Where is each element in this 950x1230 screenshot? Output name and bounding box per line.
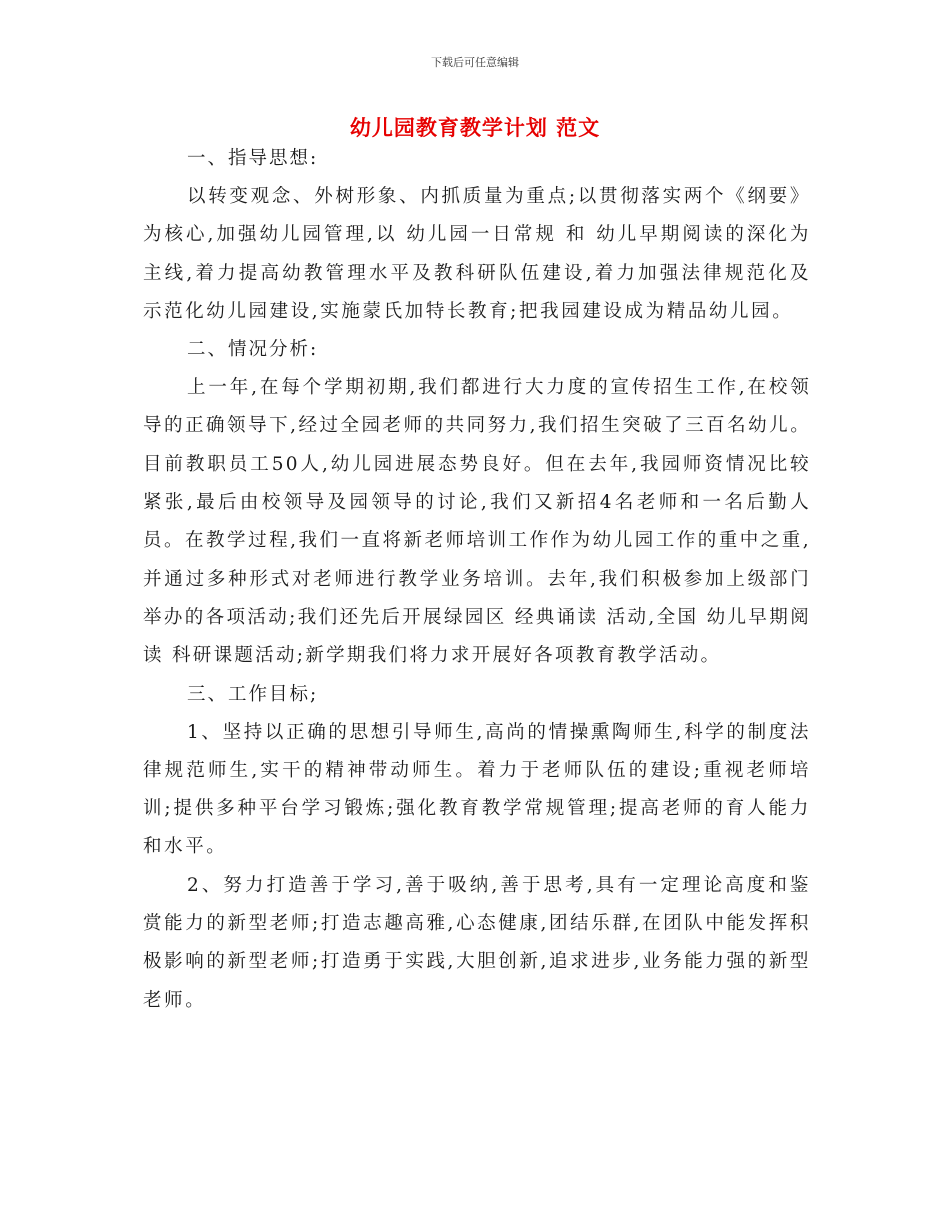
paragraph-work-goal-2: 2、努力打造善于学习,善于吸纳,善于思考,具有一定理论高度和鉴赏能力的新型老师;打造志趣高雅,心态健康,团结乐群,在团队中能发挥积极影响的新型老师;打造勇于实践,大胆创新,追求进步,业务能力强的新型老师。 bbox=[143, 874, 811, 1011]
document-body bbox=[143, 140, 811, 1020]
paragraph-work-goal-1: 1、坚持以正确的思想引导师生,高尚的情操熏陶师生,科学的制度法律规范师生,实干的精神带动师生。着力于老师队伍的建设;重视老师培训;提供多种平台学习锻炼;强化教育教学常规管理;提高老师的育人能力和水平。 bbox=[143, 721, 811, 858]
paragraph-situation-analysis: 上一年,在每个学期初期,我们都进行大力度的宣传招生工作,在校领导的正确领导下,经过全园老师的共同努力,我们招生突破了三百名幼儿。目前教职员工50人,幼儿园进展态势良好。但在去年,我园师资情况比较紧张,最后由校领导及园领导的讨论,我们又新招4名老师和一名后勤人员。在教学过程,我们一直将新老师培训工作作为幼儿园工作的重中之重,并通过多种形式对老师进行教学业务培训。去年,我们积极参加上级部门举办的各项活动;我们还先后开展绿园区 经典诵读 活动,全国 幼儿早期阅读 科研课题活动;新学期我们将力求开展好各项教育教学活动。 bbox=[143, 377, 811, 667]
section-heading-situation-analysis: 二、情况分析: bbox=[187, 339, 319, 361]
paragraph-guiding-ideology: 以转变观念、外树形象、内抓质量为重点;以贯彻落实两个《纲要》为核心,加强幼儿园管理,以 幼儿园一日常规 和 幼儿早期阅读的深化为主线,着力提高幼教管理水平及教科研队伍建设,着力加强法律规范化及示范化幼儿园建设,实施蒙氏加特长教育;把我园建设成为精品幼儿园。 bbox=[143, 186, 811, 322]
section-heading-work-goals: 三、工作目标; bbox=[187, 683, 319, 705]
section-heading-guiding-ideology: 一、指导思想: bbox=[187, 148, 319, 169]
document-title: 幼儿园教育教学计划 范文 bbox=[349, 116, 601, 140]
page-header-note: 下载后可任意编辑 bbox=[431, 56, 519, 69]
